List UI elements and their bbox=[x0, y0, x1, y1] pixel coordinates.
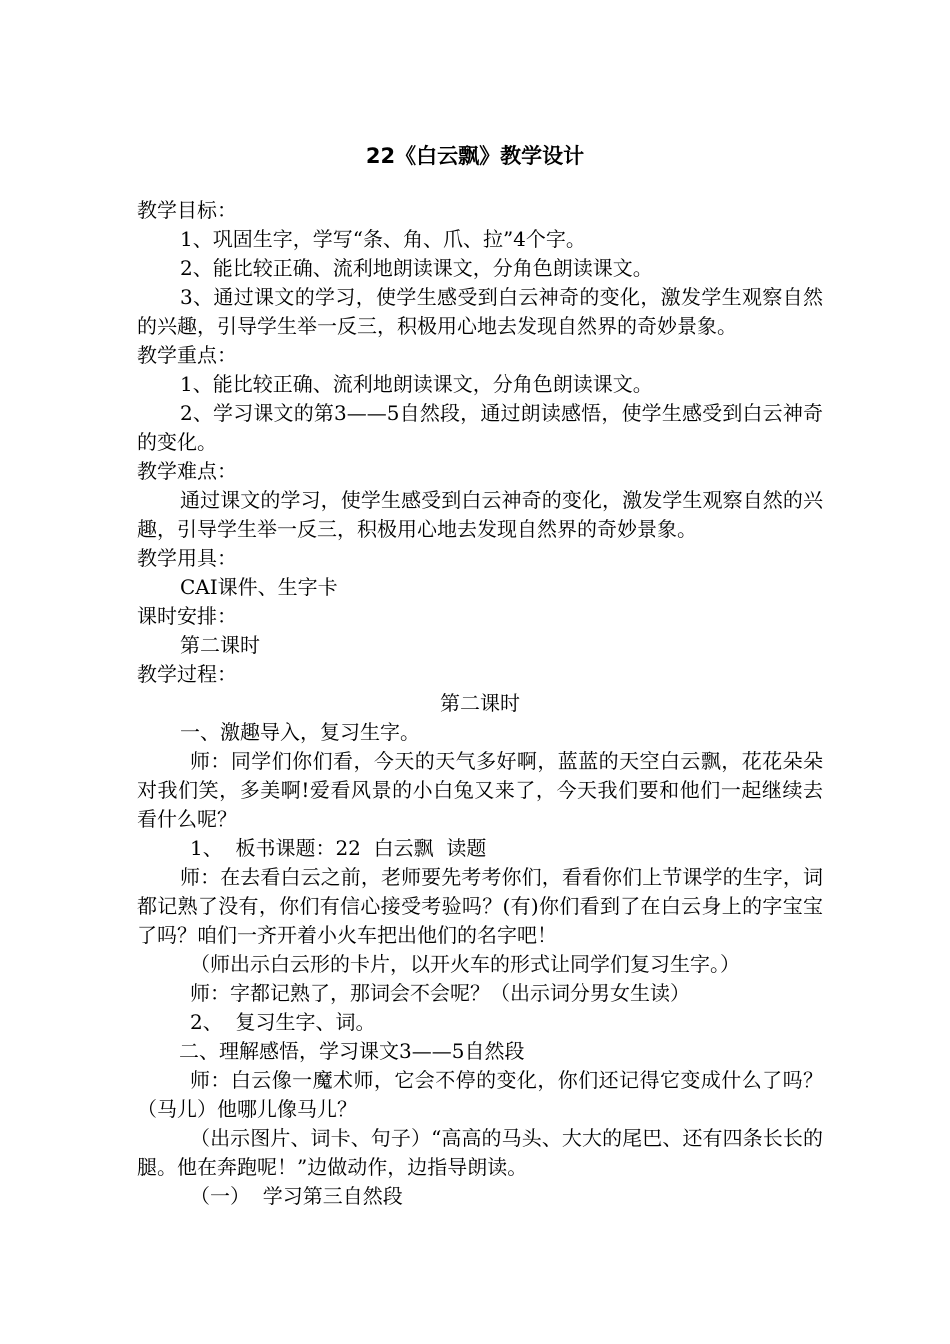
document-title: 22《白云飘》教学设计 bbox=[365, 144, 585, 168]
section-2-heading: 二、理解感悟，学习课文3——5自然段 bbox=[179, 1039, 525, 1063]
tools-text: CAI课件、生字卡 bbox=[180, 575, 338, 599]
teacher-note-cards: （师出示白云形的卡片，以开火车的形式让同学们复习生字。） bbox=[190, 952, 740, 976]
teacher-words: 师：字都记熟了，那词会不会呢？（出示词分男女生读） bbox=[190, 981, 690, 1005]
lesson-subtitle: 第二课时 bbox=[440, 691, 520, 715]
section-1-heading: 一、激趣导入，复习生字。 bbox=[180, 720, 420, 744]
subsection-1-heading: （一） 学习第三自然段 bbox=[190, 1184, 403, 1208]
heading-difficulties: 教学难点： bbox=[137, 459, 237, 483]
teacher-intro: 师：同学们你们看，今天的天气多好啊，蓝蓝的天空白云飘，花花朵朵对我们笑，多美啊!爱看风景的小白兔又来了，今天我们要和他们一起继续去看什么呢？ bbox=[137, 749, 823, 831]
schedule-text: 第二课时 bbox=[180, 633, 260, 657]
heading-process: 教学过程： bbox=[137, 662, 237, 686]
heading-objectives: 教学目标： bbox=[137, 198, 237, 222]
teacher-magician: 师：白云像一魔术师，它会不停的变化，你们还记得它变成什么了吗？（马儿）他哪儿像马儿？ bbox=[137, 1068, 823, 1121]
heading-tools: 教学用具： bbox=[137, 546, 237, 570]
difficulty-text: 通过课文的学习，使学生感受到白云神奇的变化，激发学生观察自然的兴趣，引导学生举一反三，积极用心地去发现自然界的奇妙景象。 bbox=[137, 488, 823, 541]
key-point-1: 1、能比较正确、流利地朗读课文，分角色朗读课文。 bbox=[180, 372, 653, 396]
objective-1: 1、巩固生字，学写“条、角、爪、拉”4个字。 bbox=[180, 227, 586, 251]
objective-2: 2、能比较正确、流利地朗读课文，分角色朗读课文。 bbox=[180, 256, 653, 280]
show-picture: （出示图片、词卡、句子）“高高的马头、大大的尾巴、还有四条长长的腿。他在奔跑呢！”边做动作，边指导朗读。 bbox=[137, 1126, 823, 1179]
step-2-review: 2、 复习生字、词。 bbox=[190, 1010, 376, 1034]
heading-schedule: 课时安排： bbox=[137, 604, 237, 628]
objective-3: 3、通过课文的学习，使学生感受到白云神奇的变化，激发学生观察自然的兴趣，引导学生举一反三，积极用心地去发现自然界的奇妙景象。 bbox=[137, 285, 823, 338]
key-point-2: 2、学习课文的第3——5自然段，通过朗读感悟，使学生感受到白云神奇的变化。 bbox=[137, 401, 823, 454]
heading-key-points: 教学重点： bbox=[137, 343, 237, 367]
document-body bbox=[137, 196, 823, 1211]
step-1-board: 1、 板书课题：22 白云飘 读题 bbox=[190, 836, 487, 860]
teacher-review: 师：在去看白云之前，老师要先考考你们，看看你们上节课学的生字，词都记熟了没有，你们有信心接受考验吗？(有)你们看到了在白云身上的字宝宝了吗？咱们一齐开着小火车把出他们的名字吧！ bbox=[137, 865, 823, 947]
